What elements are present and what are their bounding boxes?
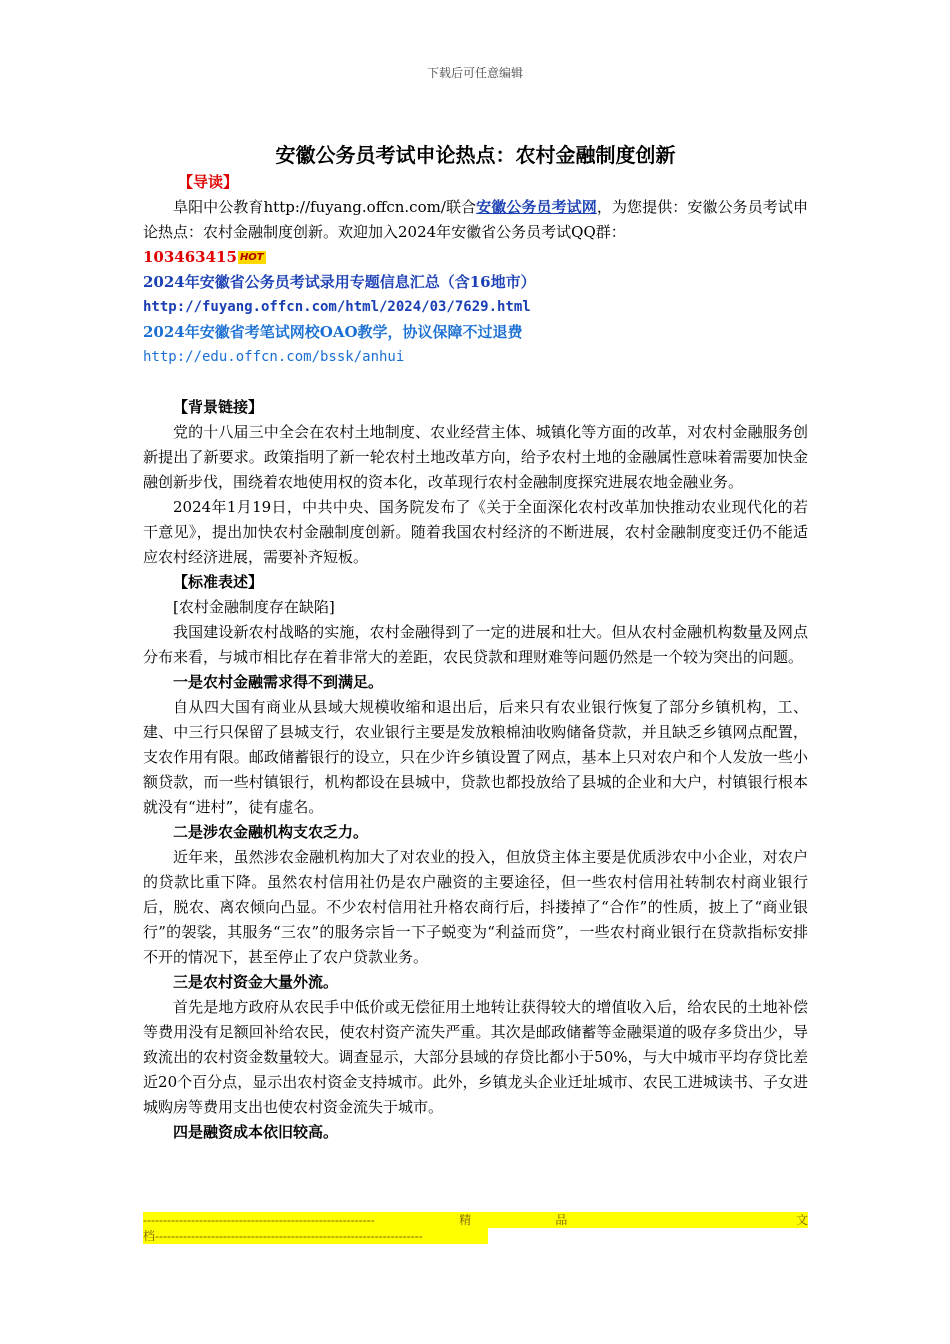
standard-paragraph-2: 自从四大国有商业从县域大规模收缩和退出后，后来只有农业银行恢复了部分乡镇机构，工、建、中三行只保留了县城支行，农业银行主要是发放粮棉油收购储备贷款，并且缺乏乡镇网点配置，支农作用有限。邮政储蓄银行的设立，只在少许乡镇设置了网点，基本上只对农户和个人发放一些小额贷款，而一些村镇银行，机构都设在县城中，贷款也都投放给了县城的企业和大户，村镇银行根本就没有“进村”，徒有虚名。 — [143, 698, 808, 816]
background-paragraph-2: 2024年1月19日，中共中央、国务院发布了《关于全面深化农村改革加快推动农业现代化的若干意见》，提出加快农村金融制度创新。随着我国农村经济的不断进展，农村金融制度变迁仍不能适应农村经济进展，需要补齐短板。 — [143, 498, 808, 566]
point-heading-2: 二是涉农金融机构支农乏力。 — [173, 823, 369, 841]
hot-badge-icon: HOT — [239, 252, 264, 263]
section-spacer — [143, 370, 808, 395]
promo2-title-link[interactable]: 2024年安徽省考笔试网校OAO教学，协议保障不过退费 — [143, 323, 523, 341]
exam-site-link[interactable]: 安徽公务员考试网 — [476, 198, 597, 216]
promo1-title-link[interactable]: 2024年安徽省公务员考试录用专题信息汇总（含16地市） — [143, 273, 536, 291]
footer-word-2: 品 — [555, 1213, 568, 1227]
intro-tag-line — [143, 170, 808, 195]
background-tag-text: 【背景链接】 — [173, 398, 264, 416]
footer-banner — [143, 1212, 808, 1248]
footer-word-3: 文 — [795, 1213, 808, 1227]
promo1-url-link[interactable]: http://fuyang.offcn.com/html/2024/03/7629.html — [143, 299, 531, 315]
background-tag — [143, 395, 808, 420]
standard-tag-text: 【标准表述】 — [173, 573, 264, 591]
background-paragraph-1: 党的十八届三中全会在农村土地制度、农业经营主体、城镇化等方面的改革，对农村金融服务创新提出了新要求。政策指明了新一轮农村土地改革方向，给予农村土地的金融属性意味着需要加快金融创新步伐，围绕着农地使用权的资本化，改革现行农村金融制度探究进展农地金融业务。 — [143, 423, 808, 491]
footer-dashes: ---------------------------------------------------------- — [143, 1213, 375, 1227]
intro-prefix: 阜阳中公教育http://fuyang.offcn.com/联合 — [173, 198, 477, 216]
page-header-note: 下载后可任意编辑 — [426, 66, 523, 80]
footer-gap — [652, 1212, 712, 1228]
intro-suffix: ，为您提供：安徽公务员考试申论热点：农村金融制度创新。欢迎加入2024年安徽省公务员考试QQ群： — [143, 198, 808, 241]
document-body — [143, 140, 808, 1145]
footer-banner-row-2: 档------------------------------------------------------------------- — [143, 1228, 488, 1244]
qq-number: 103463415 — [143, 248, 237, 266]
standard-tag — [143, 570, 808, 595]
point-heading-4: 四是融资成本依旧较高。 — [173, 1123, 339, 1141]
promo2-url-link[interactable]: http://edu.offcn.com/bssk/anhui — [143, 349, 405, 365]
point-heading-1: 一是农村金融需求得不到满足。 — [173, 673, 384, 691]
standard-subheading: [农村金融制度存在缺陷] — [173, 598, 335, 616]
qq-line — [143, 245, 808, 270]
intro-paragraph — [143, 195, 808, 245]
intro-tag: 【导读】 — [178, 173, 239, 191]
document-title: 安徽公务员考试申论热点：农村金融制度创新 — [275, 143, 676, 167]
standard-paragraph-3: 近年来，虽然涉农金融机构加大了对农业的投入，但放贷主体主要是优质涉农中小企业，对农户的贷款比重下降。虽然农村信用社仍是农户融资的主要途径，但一些农村信用社转制农村商业银行后，脱农、离农倾向凸显。不少农村信用社升格农商行后，抖搂掉了“合作”的性质，披上了“商业银行”的袈裟，其服务“三农”的服务宗旨一下子蜕变为“利益而贷”，一些农村商业银行在贷款指标安排不开的情况下，甚至停止了农户贷款业务。 — [143, 848, 808, 966]
footer-word-1: 精 — [459, 1213, 472, 1227]
point-heading-3: 三是农村资金大量外流。 — [173, 973, 339, 991]
standard-paragraph-1: 我国建设新农村战略的实施，农村金融得到了一定的进展和壮大。但从农村金融机构数量及网点分布来看，与城市相比存在着非常大的差距，农民贷款和理财难等问题仍然是一个较为突出的问题。 — [143, 623, 808, 666]
standard-paragraph-4: 首先是地方政府从农民手中低价或无偿征用土地转让获得较大的增值收入后，给农民的土地补偿等费用没有足额回补给农民，使农村资产流失严重。其次是邮政储蓄等金融渠道的吸存多贷出少，导致流出的农村资金数量较大。调查显示，大部分县域的存贷比都小于50%，与大中城市平均存贷比差近20个百分点，显示出农村资金支持城市。此外，乡镇龙头企业迁址城市、农民工进城读书、子女进城购房等费用支出也使农村资金流失于城市。 — [143, 998, 808, 1116]
footer-banner-row-1 — [143, 1212, 808, 1228]
